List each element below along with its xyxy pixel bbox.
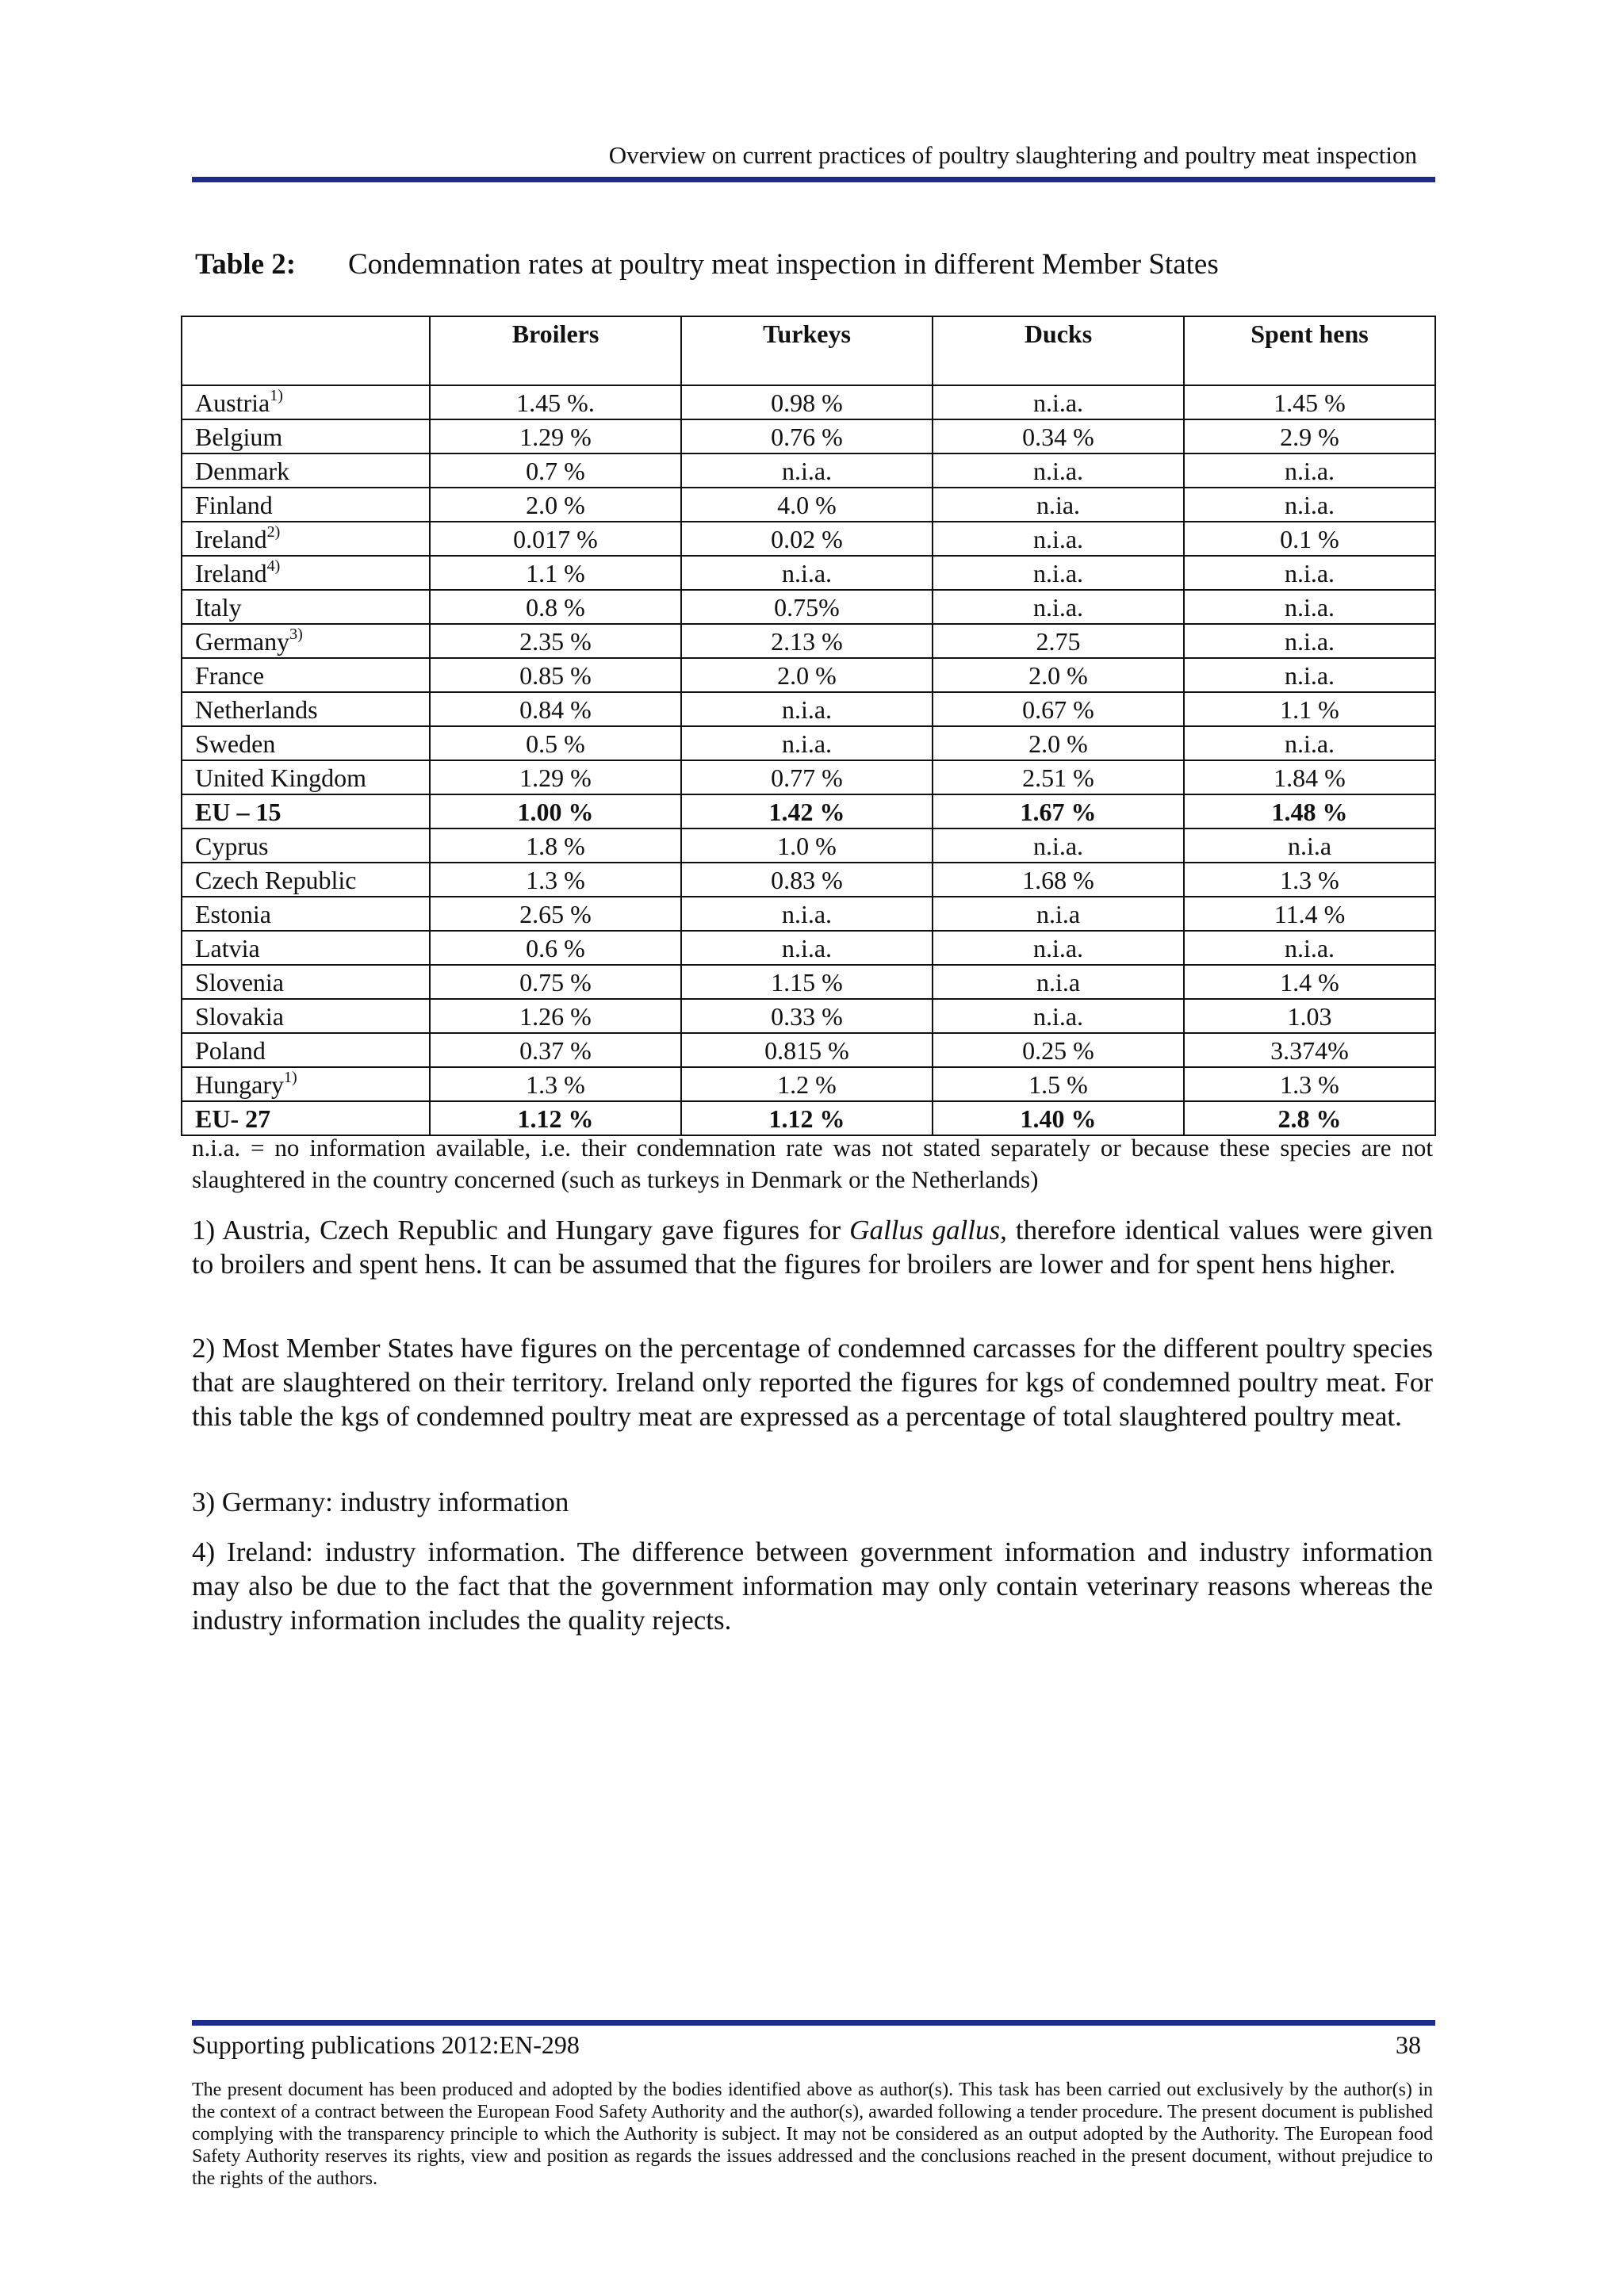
broilers-cell: 1.12 % — [430, 1101, 681, 1135]
broilers-cell: 1.29 % — [430, 760, 681, 794]
broilers-cell: 0.37 % — [430, 1033, 681, 1067]
table-row — [182, 931, 1435, 965]
footnote-marker: 1) — [270, 386, 283, 404]
ducks-cell: n.i.a. — [933, 522, 1184, 556]
ducks-cell: 1.40 % — [933, 1101, 1184, 1135]
footnote-4: 4) Ireland: industry information. The difference between government information and industry information may also be due to the fact that the government information may only contain veterinary reasons whereas the industry information includes the quality rejects. — [192, 1536, 1433, 1636]
header-cell-spent-hens: Spent hens — [1184, 316, 1435, 385]
broilers-cell: 1.29 % — [430, 419, 681, 453]
broilers-cell: 1.3 % — [430, 1067, 681, 1101]
country-name: Belgium — [195, 422, 283, 451]
ducks-cell: n.i.a. — [933, 590, 1184, 624]
country-cell — [182, 897, 430, 931]
broilers-cell: 2.65 % — [430, 897, 681, 931]
country-name: Ireland — [195, 558, 267, 587]
turkeys-cell: 1.42 % — [681, 794, 933, 828]
ducks-cell: n.i.a. — [933, 453, 1184, 488]
table-header-row — [182, 316, 1435, 385]
nia-note: n.i.a. = no information available, i.e. their condemnation rate was not stated separately or because these species are not slaughtered in the country concerned (such as turkeys in Denmark or the Netherlands) — [192, 1134, 1433, 1193]
page-number: 38 — [1396, 2030, 1421, 2059]
country-cell — [182, 488, 430, 522]
country-name: Slovenia — [195, 967, 284, 997]
country-cell — [182, 1033, 430, 1067]
table-row — [182, 385, 1435, 419]
table-row — [182, 897, 1435, 931]
header-cell-broilers: Broilers — [430, 316, 681, 385]
turkeys-cell: n.i.a. — [681, 726, 933, 760]
country-name: EU- 27 — [195, 1104, 271, 1133]
spent-hens-cell: 1.4 % — [1184, 965, 1435, 999]
country-name: Italy — [195, 592, 242, 622]
ducks-cell: 2.0 % — [933, 726, 1184, 760]
country-cell — [182, 385, 430, 419]
country-cell — [182, 760, 430, 794]
country-cell — [182, 828, 430, 863]
turkeys-cell: 0.83 % — [681, 863, 933, 897]
spent-hens-cell: 1.1 % — [1184, 692, 1435, 726]
ducks-cell: n.i.a — [933, 897, 1184, 931]
turkeys-cell: n.i.a. — [681, 692, 933, 726]
broilers-cell: 0.75 % — [430, 965, 681, 999]
country-name: Finland — [195, 490, 273, 519]
ducks-cell: 2.51 % — [933, 760, 1184, 794]
table-row — [182, 1033, 1435, 1067]
country-name: United Kingdom — [195, 763, 366, 792]
header-cell-country — [182, 316, 430, 385]
table-caption — [195, 250, 1219, 279]
table-row — [182, 692, 1435, 726]
table-row — [182, 863, 1435, 897]
country-cell — [182, 794, 430, 828]
spent-hens-cell: n.i.a. — [1184, 726, 1435, 760]
country-name: Latvia — [195, 933, 260, 962]
turkeys-cell: 2.13 % — [681, 624, 933, 658]
country-name: Cyprus — [195, 831, 269, 860]
turkeys-cell: 1.15 % — [681, 965, 933, 999]
broilers-cell: 0.85 % — [430, 658, 681, 692]
broilers-cell: 0.84 % — [430, 692, 681, 726]
country-name: Ireland — [195, 524, 267, 553]
table-row — [182, 556, 1435, 590]
turkeys-cell: 4.0 % — [681, 488, 933, 522]
spent-hens-cell: n.i.a. — [1184, 658, 1435, 692]
footnote-1 — [192, 1213, 1433, 1281]
table-caption-text: Condemnation rates at poultry meat inspection in different Member States — [348, 248, 1219, 281]
ducks-cell: n.i.a. — [933, 828, 1184, 863]
country-name: Slovakia — [195, 1001, 284, 1031]
table-row — [182, 419, 1435, 453]
turkeys-cell: 0.75% — [681, 590, 933, 624]
broilers-cell: 0.5 % — [430, 726, 681, 760]
spent-hens-cell: n.i.a. — [1184, 624, 1435, 658]
table-row — [182, 965, 1435, 999]
country-name: France — [195, 660, 265, 690]
country-name: Hungary — [195, 1070, 284, 1099]
ducks-cell: 0.34 % — [933, 419, 1184, 453]
footnote-3: 3) Germany: industry information — [192, 1487, 569, 1517]
spent-hens-cell: n.i.a. — [1184, 488, 1435, 522]
ducks-cell: 1.67 % — [933, 794, 1184, 828]
spent-hens-cell: 1.03 — [1184, 999, 1435, 1033]
country-cell — [182, 726, 430, 760]
turkeys-cell: 1.0 % — [681, 828, 933, 863]
country-cell — [182, 590, 430, 624]
footnote-2: 2) Most Member States have figures on the percentage of condemned carcasses for the different poultry species that are slaughtered on their territory. Ireland only reported the figures for kgs of condemned poultry meat. For this table the kgs of condemned poultry meat are expressed as a percentage of total slaughtered poultry meat. — [192, 1333, 1433, 1432]
country-name: Poland — [195, 1035, 266, 1065]
ducks-cell: 1.68 % — [933, 863, 1184, 897]
broilers-cell: 1.1 % — [430, 556, 681, 590]
table-row — [182, 794, 1435, 828]
ducks-cell: n.i.a. — [933, 385, 1184, 419]
ducks-cell: n.ia. — [933, 488, 1184, 522]
country-name: Estonia — [195, 899, 271, 928]
table-row — [182, 590, 1435, 624]
turkeys-cell: 0.815 % — [681, 1033, 933, 1067]
spent-hens-cell: 3.374% — [1184, 1033, 1435, 1067]
table-row — [182, 828, 1435, 863]
country-cell — [182, 453, 430, 488]
country-cell — [182, 692, 430, 726]
turkeys-cell: n.i.a. — [681, 897, 933, 931]
spent-hens-cell: 11.4 % — [1184, 897, 1435, 931]
ducks-cell: n.i.a — [933, 965, 1184, 999]
spent-hens-cell: n.i.a — [1184, 828, 1435, 863]
footnote-marker: 4) — [266, 557, 281, 575]
broilers-cell: 1.45 %. — [430, 385, 681, 419]
ducks-cell: 2.75 — [933, 624, 1184, 658]
broilers-cell: 0.017 % — [430, 522, 681, 556]
country-cell — [182, 419, 430, 453]
publication-id: Supporting publications 2012:EN-298 — [192, 2030, 580, 2059]
spent-hens-cell: 1.84 % — [1184, 760, 1435, 794]
footnote-1-end: , therefore identical values were given to broilers and spent hens. It can be assumed that the figures for broilers are lower and for spent hens higher. — [192, 1215, 1433, 1280]
turkeys-cell: n.i.a. — [681, 453, 933, 488]
spent-hens-cell: n.i.a. — [1184, 931, 1435, 965]
ducks-cell: 0.67 % — [933, 692, 1184, 726]
ducks-cell: 2.0 % — [933, 658, 1184, 692]
footnote-1-start: 1) Austria, Czech Republic and Hungary gave figures for — [192, 1215, 850, 1246]
turkeys-cell: 1.2 % — [681, 1067, 933, 1101]
spent-hens-cell: n.i.a. — [1184, 453, 1435, 488]
country-name: Germany — [195, 626, 290, 656]
header-cell-ducks: Ducks — [933, 316, 1184, 385]
ducks-cell: n.i.a. — [933, 931, 1184, 965]
spent-hens-cell: 2.8 % — [1184, 1101, 1435, 1135]
turkeys-cell: 1.12 % — [681, 1101, 933, 1135]
table-row — [182, 726, 1435, 760]
footnote-marker: 3) — [289, 625, 303, 643]
footnote-marker: 2) — [266, 522, 281, 541]
spent-hens-cell: 1.45 % — [1184, 385, 1435, 419]
country-name: EU – 15 — [195, 797, 282, 826]
turkeys-cell: 0.77 % — [681, 760, 933, 794]
turkeys-cell: 0.98 % — [681, 385, 933, 419]
broilers-cell: 1.3 % — [430, 863, 681, 897]
condemnation-rates-table — [181, 316, 1436, 1136]
country-cell — [182, 863, 430, 897]
broilers-cell: 1.26 % — [430, 999, 681, 1033]
spent-hens-cell: 1.3 % — [1184, 1067, 1435, 1101]
table-row — [182, 1067, 1435, 1101]
country-cell — [182, 931, 430, 965]
country-cell — [182, 999, 430, 1033]
turkeys-cell: 0.76 % — [681, 419, 933, 453]
turkeys-cell: n.i.a. — [681, 556, 933, 590]
broilers-cell: 0.7 % — [430, 453, 681, 488]
table-body — [182, 385, 1435, 1135]
turkeys-cell: 0.33 % — [681, 999, 933, 1033]
country-cell — [182, 658, 430, 692]
country-cell — [182, 965, 430, 999]
ducks-cell: n.i.a. — [933, 999, 1184, 1033]
broilers-cell: 0.6 % — [430, 931, 681, 965]
spent-hens-cell: n.i.a. — [1184, 556, 1435, 590]
spent-hens-cell: n.i.a. — [1184, 590, 1435, 624]
spent-hens-cell: 2.9 % — [1184, 419, 1435, 453]
country-cell — [182, 1067, 430, 1101]
country-name: Netherlands — [195, 695, 318, 724]
country-name: Austria — [195, 388, 270, 417]
turkeys-cell: n.i.a. — [681, 931, 933, 965]
broilers-cell: 1.00 % — [430, 794, 681, 828]
disclaimer: The present document has been produced and adopted by the bodies identified above as author(s). This task has been carried out exclusively by the author(s) in the context of a contract between the European Food Safety Authority and the author(s), awarded following a tender procedure. The present document is published complying with the transparency principle to which the Authority is subject. It may not be considered as an output adopted by the Authority. The European food Safety Authority reserves its rights, view and position as regards the issues addressed and the conclusions reached in the present document, without prejudice to the rights of the authors. — [192, 2080, 1433, 2189]
footnote-marker: 1) — [283, 1068, 297, 1086]
country-cell — [182, 556, 430, 590]
table-row — [182, 658, 1435, 692]
broilers-cell: 1.8 % — [430, 828, 681, 863]
table-row — [182, 1101, 1435, 1135]
country-name: Czech Republic — [195, 865, 357, 894]
ducks-cell: 0.25 % — [933, 1033, 1184, 1067]
table-row — [182, 760, 1435, 794]
footnote-1-species: Gallus gallus — [849, 1215, 1001, 1246]
table-row — [182, 522, 1435, 556]
spent-hens-cell: 0.1 % — [1184, 522, 1435, 556]
table-caption-label: Table 2: — [195, 248, 297, 281]
country-cell — [182, 624, 430, 658]
header-cell-turkeys: Turkeys — [681, 316, 933, 385]
turkeys-cell: 0.02 % — [681, 522, 933, 556]
spent-hens-cell: 1.3 % — [1184, 863, 1435, 897]
spent-hens-cell: 1.48 % — [1184, 794, 1435, 828]
table-row — [182, 488, 1435, 522]
country-name: Sweden — [195, 729, 276, 758]
ducks-cell: n.i.a. — [933, 556, 1184, 590]
table-row — [182, 624, 1435, 658]
broilers-cell: 2.0 % — [430, 488, 681, 522]
country-cell — [182, 1101, 430, 1135]
turkeys-cell: 2.0 % — [681, 658, 933, 692]
broilers-cell: 0.8 % — [430, 590, 681, 624]
broilers-cell: 2.35 % — [430, 624, 681, 658]
ducks-cell: 1.5 % — [933, 1067, 1184, 1101]
table-row — [182, 999, 1435, 1033]
footer-rule — [192, 2020, 1435, 2026]
running-header: Overview on current practices of poultry slaughtering and poultry meat inspection — [608, 141, 1417, 169]
country-cell — [182, 522, 430, 556]
country-name: Denmark — [195, 456, 290, 485]
header-rule — [192, 177, 1435, 182]
table-row — [182, 453, 1435, 488]
